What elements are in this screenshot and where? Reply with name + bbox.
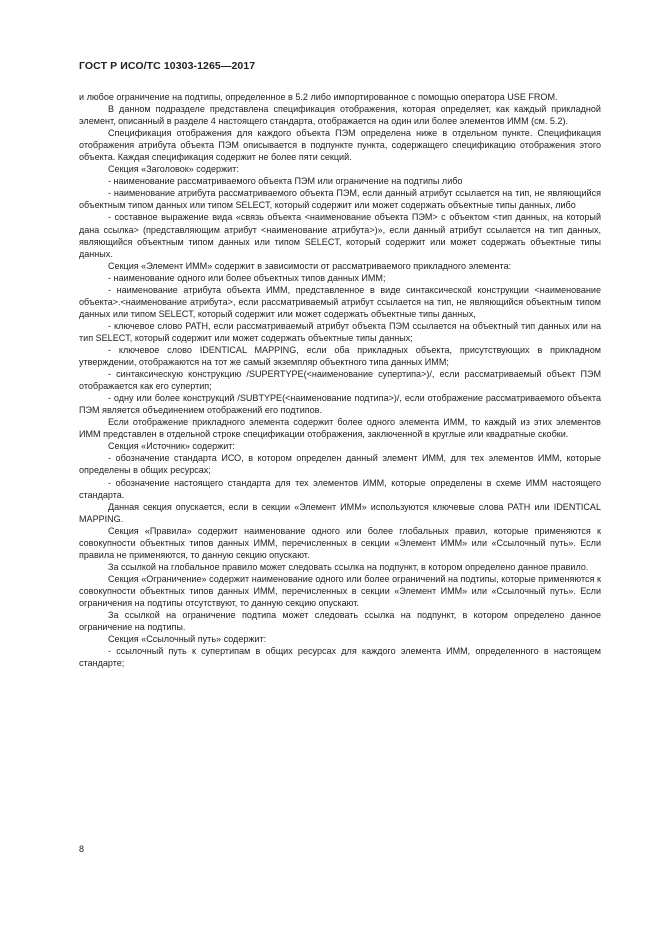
paragraph: Данная секция опускается, если в секции «Элемент ИММ» используются ключевые слова PATH или IDENTICAL MAPPING.: [79, 501, 601, 524]
paragraph: За ссылкой на ограничение подтипа может следовать ссылка на подпункт, в котором определено данное ограничение на подтипы.: [79, 610, 601, 633]
paragraph: - наименование атрибута объекта ИММ, представленное в виде синтаксической конструкции <наименование объекта>.<наименование атрибута>, если рассматриваемый атрибут ссылается на тип, не являющийся объектным типом данных или типом SELECT, который содержит или может содержать объектные типы данных,: [79, 284, 601, 319]
paragraph: Секция «Правила» содержит наименование одного или более глобальных правил, которые применяются к совокупности объектных типов данных ИММ, перечисленных в секции «Элемент ИММ» или «Ссылочный путь». Если правила не применяются, то данную секцию опускают.: [79, 525, 601, 560]
paragraph: - синтаксическую конструкцию /SUPERTYPE(<наименование супертипа>)/, если рассматриваемый объект ПЭМ отображается как его супертип;: [79, 369, 601, 392]
paragraph: Секция «Заголовок» содержит:: [108, 164, 239, 175]
paragraph: - обозначение стандарта ИСО, в котором определен данный элемент ИММ, для тех элементов ИММ, которые определены в общих ресурсах;: [79, 453, 601, 476]
paragraph: и любое ограничение на подтипы, определенное в 5.2 либо импортированное с помощью оператора USE FROM.: [79, 92, 558, 102]
paragraph: - ключевое слово PATH, если рассматриваемый атрибут объекта ПЭМ ссылается на объектный тип данных или на тип SELECT, который содержит или может содержать объектные типы данных;: [79, 320, 601, 343]
paragraph: Спецификация отображения для каждого объекта ПЭМ определена ниже в отдельном пункте. Спецификация отображения атрибута объекта ПЭМ описывается в подпункте пункта, содержащего спецификацию отображения этого объекта. Каждая спецификация содержит не более пяти секций.: [79, 128, 601, 163]
paragraph: - наименование атрибута рассматриваемого объекта ПЭМ, если данный атрибут ссылается на тип, не являющийся объектным типом данных или типом SELECT, который содержит или может содержать объектные типы данных, либо: [79, 188, 601, 211]
paragraph: - наименование одного или более объектных типов данных ИММ;: [108, 272, 386, 283]
paragraph: В данном подразделе представлена спецификация отображения, которая определяет, как каждый прикладной элемент, описанный в разделе 4 настоящего стандарта, отображается на один или более элементов ИММ (см. 5.2).: [79, 104, 601, 127]
paragraph: - обозначение настоящего стандарта для тех элементов ИММ, которые определены в схеме ИММ настоящего стандарта.: [79, 477, 601, 500]
paragraph: - ключевое слово IDENTICAL MAPPING, если оба прикладных объекта, присутствующих в прикладном утверждении, отображаются на тот же самый экземпляр объектного типа данных ИММ;: [79, 344, 601, 368]
paragraph: Секция «Элемент ИММ» содержит в зависимости от рассматриваемого прикладного элемента:: [108, 260, 512, 271]
paragraph: Секция «Ссылочный путь» содержит:: [108, 634, 267, 645]
document-body: [79, 91, 601, 669]
paragraph: Секция «Источник» содержит:: [108, 441, 235, 452]
page-number: 8: [79, 844, 85, 854]
document-header: ГОСТ Р ИСО/ТС 10303-1265—2017: [79, 60, 256, 72]
paragraph: Секция «Ограничение» содержит наименование одного или более ограничений на подтипы, которые применяются к совокупности объектных типов данных ИММ, перечисленных в секции «Элемент ИММ» или «Ссылочный путь». Если ограничения на подтипы отсутствуют, то данную секцию опускают.: [79, 573, 601, 608]
paragraph: - одну или более конструкций /SUBTYPE(<наименование подтипа>)/, если отображение рассматриваемого объекта ПЭМ является объединением отображений его подтипов.: [79, 393, 601, 416]
paragraph: - ссылочный путь к супертипам в общих ресурсах для каждого элемента ИММ, определенного в настоящем стандарте;: [79, 646, 601, 669]
paragraph: - наименование рассматриваемого объекта ПЭМ или ограничение на подтипы либо: [108, 176, 463, 187]
paragraph: - составное выражение вида «связь объекта <наименование объекта ПЭМ> с объектом <тип данных, на который дана ссылка> (представляющим атрибут <наименование атрибута>)», если данный атрибут ссылается на тип данных, являющийся объектным типом данных или типом SELECT, который содержит или может содержать объектные типы данных.: [79, 212, 601, 259]
paragraph: За ссылкой на глобальное правило может следовать ссылка на подпункт, в котором определено данное правило.: [108, 561, 589, 572]
paragraph: Если отображение прикладного элемента содержит более одного элемента ИММ, то каждый из этих элементов ИММ представлен в отдельной строке спецификации отображения, заключенной в круглые или квадратные скобки.: [79, 417, 601, 440]
